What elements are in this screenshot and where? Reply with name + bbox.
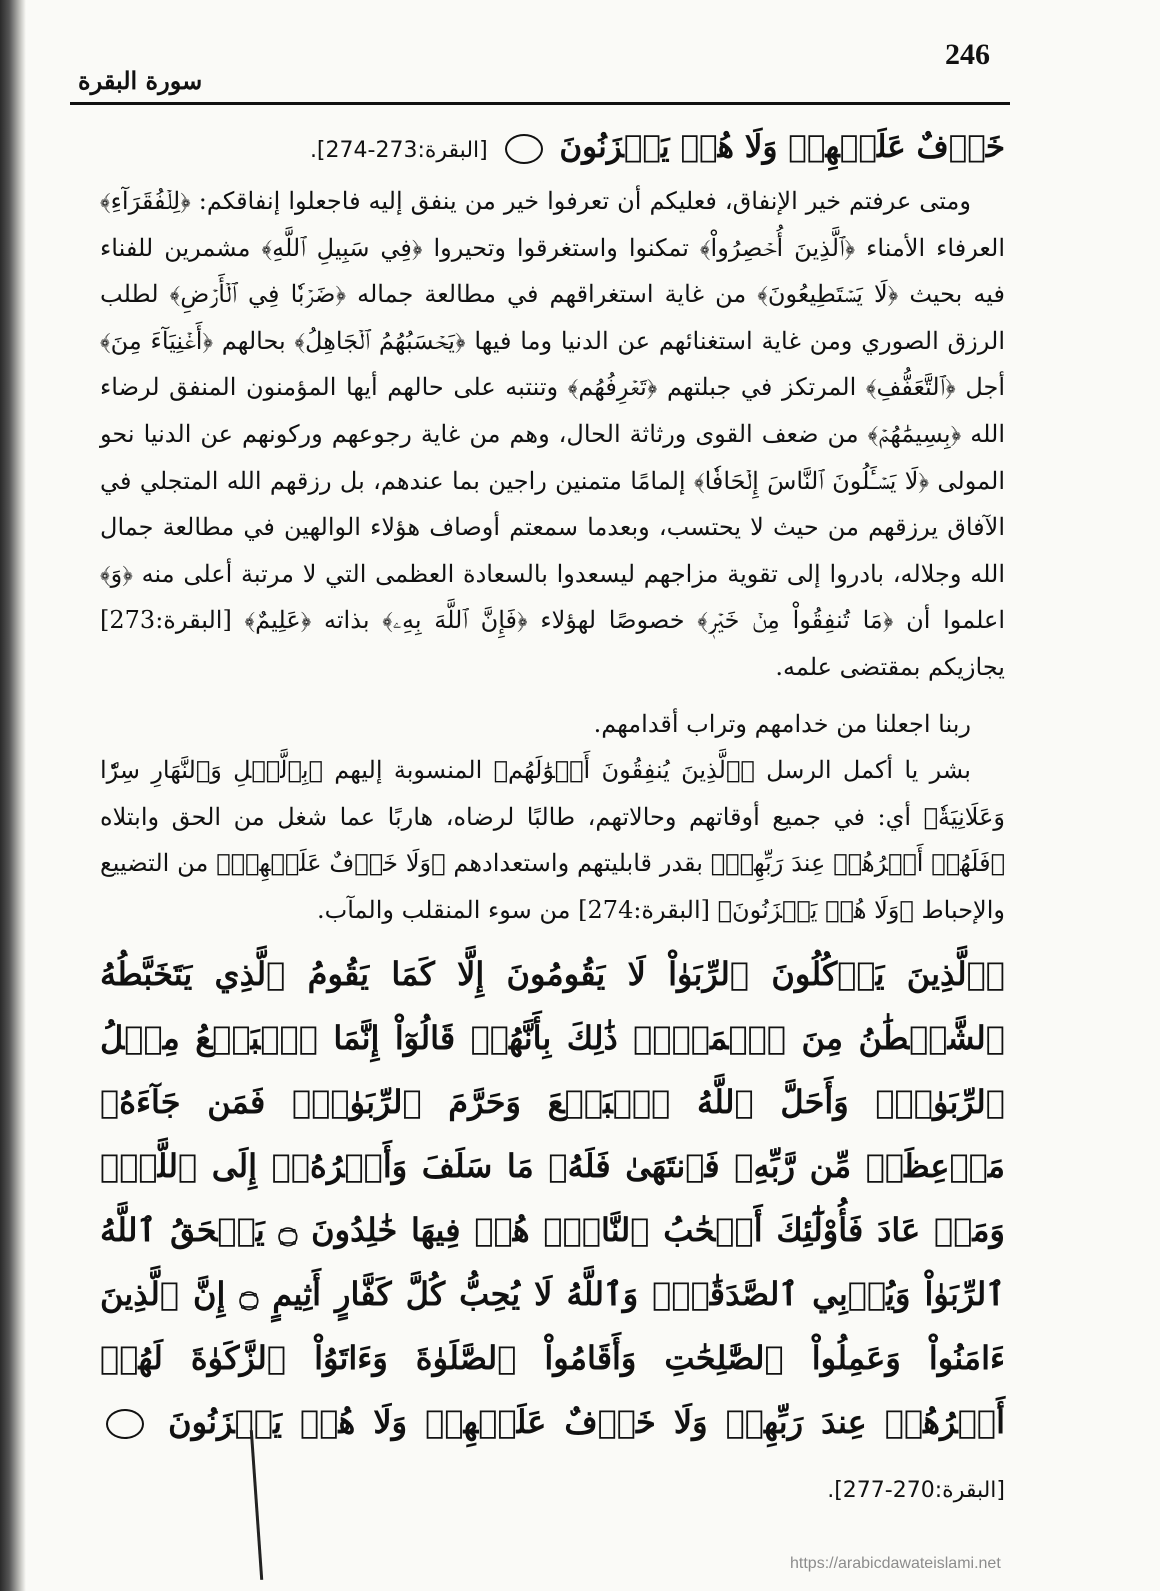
ayah-marker-icon [106, 1409, 144, 1439]
page-content [100, 118, 1005, 1523]
commentary-paragraph: بشر يا أكمل الرسل ﴿ٱلَّذِينَ يُنفِقُونَ أَمۡوَٰلَهُم﴾ المنسوبة إليهم ﴿بِٱلَّيۡلِ وَٱلنَّهَارِ سِرّٗا وَعَلَانِيَةٗ﴾ أي: في جميع أوقاتهم وحالاتهم، طالبًا لرضاه، هاربًا عما شغل من الحق وابتلاه ﴿فَلَهُمۡ أَجۡرُهُمۡ عِندَ رَبِّهِمۡ﴾ بقدر قابليتهم واستعدادهم ﴿وَلَا خَوۡفٌ عَلَيۡهِمۡ﴾ من التضييع والإحباط ﴿وَلَا هُمۡ يَحۡزَنُونَ﴾ [البقرة:274] من سوء المنقلب والمآب. [100, 756, 1005, 924]
top-verse [100, 124, 1005, 174]
ayah-marker-icon [505, 134, 543, 164]
quran-block-ref: [البقرة:270-277]. [827, 1477, 1005, 1503]
surah-name: سورة البقرة [78, 66, 203, 95]
prayer-line: ربنا اجعلنا من خدامهم وتراب أقدامهم. [593, 709, 971, 738]
header-rule [70, 102, 1010, 105]
watermark-url: https://arabicdawateislami.net [790, 1555, 1001, 1572]
quran-block-text: ﴿ٱلَّذِينَ يَأۡكُلُونَ ٱلرِّبَوٰاْ لَا يَقُومُونَ إِلَّا كَمَا يَقُومُ ٱلَّذِي يَتَخَبَّطُهُ ٱلشَّيۡطَٰنُ مِنَ ٱلۡمَسِّۚ ذَٰلِكَ بِأَنَّهُمۡ قَالُوٓاْ إِنَّمَا ٱلۡبَيۡعُ مِثۡلُ ٱلرِّبَوٰاْۗ وَأَحَلَّ ٱللَّهُ ٱلۡبَيۡعَ وَحَرَّمَ ٱلرِّبَوٰاْۚ فَمَن جَآءَهُۥ مَوۡعِظَةٞ مِّن رَّبِّهِۦ فَٱنتَهَىٰ فَلَهُۥ مَا سَلَفَ وَأَمۡرُهُۥٓ إِلَى ٱللَّهِۖ وَمَنۡ عَادَ فَأُوْلَٰٓئِكَ أَصۡحَٰبُ ٱلنَّارِۖ هُمۡ فِيهَا خَٰلِدُونَ ۝ يَمۡحَقُ ٱللَّهُ ٱلرِّبَوٰاْ وَيُرۡبِي ٱلصَّدَقَٰتِۗ وَٱللَّهُ لَا يُحِبُّ كُلَّ كَفَّارٍ أَثِيمٍ ۝ إِنَّ ٱلَّذِينَ ءَامَنُواْ وَعَمِلُواْ ٱلصَّٰلِحَٰتِ وَأَقَامُواْ ٱلصَّلَوٰةَ وَءَاتَوُاْ ٱلزَّكَوٰةَ لَهُمۡ أَجۡرُهُمۡ عِندَ رَبِّهِمۡ وَلَا خَوۡفٌ عَلَيۡهِمۡ وَلَا هُمۡ يَحۡزَنُونَ [100, 954, 1006, 1441]
page-number: 246 [945, 38, 990, 71]
commentary-paragraph: ومتى عرفتم خير الإنفاق، فعليكم أن تعرفوا خير من ينفق إليه فاجعلوا إنفاقكم: ﴿لِلۡفُقَرَآءِ﴾ العرفاء الأمناء ﴿ٱلَّذِينَ أُحۡصِرُواْ﴾ تمكنوا واستغرقوا وتحيروا ﴿فِي سَبِيلِ ٱللَّهِ﴾ مشمرين للفناء فيه بحيث ﴿لَا يَسۡتَطِيعُونَ﴾ من غاية استغراقهم في مطالعة جماله ﴿ضَرۡبٗا فِي ٱلۡأَرۡضِ﴾ لطلب الرزق الصوري ومن غاية استغنائهم عن الدنيا وما فيها ﴿يَحۡسَبُهُمُ ٱلۡجَاهِلُ﴾ بحالهم ﴿أَغۡنِيَآءَ مِنَ﴾ أجل ﴿ٱلتَّعَفُّفِ﴾ المرتكز في جبلتهم ﴿تَعۡرِفُهُم﴾ وتنتبه على حالهم أيها المؤمنون المنفق لرضاء الله ﴿بِسِيمَٰهُمۡ﴾ من ضعف القوى ورثاثة الحال، وهم من غاية رجوعهم وركونهم عن الدنيا نحو المولى ﴿لَا يَسۡـَٔلُونَ ٱلنَّاسَ إِلۡحَافٗا﴾ إلمامًا متمنين راجين بما عندهم، بل رزقهم الله المتجلي في الآفاق يرزقهم من حيث لا يحتسب، وبعدما سمعتم أوصاف هؤلاء الوالهين في مطالعة جمال الله وجلاله، بادروا إلى تقوية مزاجهم ليسعدوا بالسعادة العظمى التي لا مرتبة أعلى منه ﴿وَ﴾ اعلموا أن ﴿مَا تُنفِقُواْ مِنۡ خَيۡرٖ﴾ خصوصًا لهؤلاء ﴿فَإِنَّ ٱللَّهَ بِهِۦ﴾ بذاته ﴿عَلِيمٌ﴾ [البقرة:273] يجازيكم بمقتضى علمه. [100, 187, 1006, 681]
top-verse-text: خَوۡفٌ عَلَيۡهِمۡ وَلَا هُمۡ يَحۡزَنُونَ [559, 129, 1005, 165]
scan-edge [0, 0, 26, 1591]
page-header [70, 38, 1010, 98]
quran-block [100, 942, 1005, 1523]
top-verse-ref: [البقرة:273-274]. [309, 138, 488, 163]
